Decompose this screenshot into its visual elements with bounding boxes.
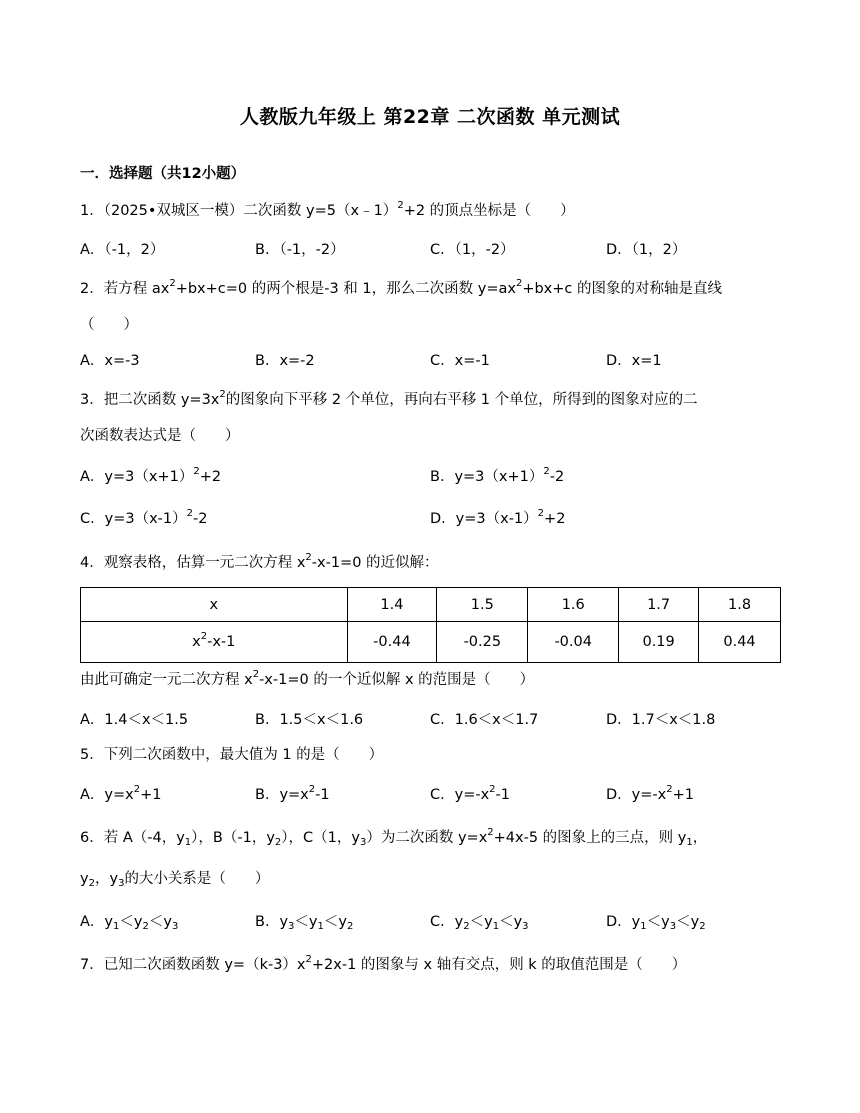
q4-option-c: C．1.6＜x＜1.7 — [430, 712, 539, 728]
table-cell: 1.4 — [347, 588, 437, 622]
question-4-line2: 由此可确定一元二次方程 $x^2-x-1=0$ 的一个近似解 x 的范围是（ ） — [80, 669, 535, 688]
table-row-header-x: x — [81, 588, 348, 622]
table-row-header-expression: $x^2-x-1$ — [81, 622, 348, 663]
table-cell: 1.6 — [528, 588, 619, 622]
question-6-line2: $y_2$，$y_3$的大小关系是（ ） — [80, 871, 270, 889]
q5-option-d: D．$y=-x^2+1$ — [606, 784, 694, 803]
q2-option-b: B．x=-2 — [255, 353, 315, 369]
table-cell: -0.44 — [347, 622, 437, 663]
question-6: 6．若 A（-4，$y_1$），B（-1，$y_2$），C（1，$y_3$）为二次函数 $y=x^2+4x-5$ 的图象上的三点，则 $y_1$， — [80, 827, 708, 848]
q6-option-d: D．$y_1<y_3<y_2$ — [606, 914, 706, 932]
question-2-line2: （ ） — [80, 317, 138, 333]
q2-option-d: D．x=1 — [606, 353, 662, 369]
values-table — [80, 587, 781, 663]
q1-option-d: D．（1，2） — [606, 242, 687, 258]
q2-option-c: C．x=-1 — [430, 353, 490, 369]
question-5: 5．下列二次函数中，最大值为 1 的是（ ） — [80, 747, 384, 763]
q6-option-a: A．$y_1<y_2<y_3$ — [80, 914, 179, 932]
q2-option-a: A．x=-3 — [80, 353, 140, 369]
table-cell: -0.25 — [437, 622, 528, 663]
table-cell: 1.5 — [437, 588, 528, 622]
question-2: 2．若方程 $ax^2+bx+c=0$ 的两个根是-3 和 1，那么二次函数 $y=ax^2+bx+c$ 的图象的对称轴是直线 — [80, 278, 722, 297]
question-4: 4．观察表格，估算一元二次方程 $x^2-x-1=0$ 的近似解： — [80, 552, 439, 571]
question-3-line2: 次函数表达式是（ ） — [80, 428, 240, 444]
question-1: 1．（2025•双城区一模）二次函数 y=5（x﹣1）$^2$+2 的顶点坐标是（ ） — [80, 200, 575, 219]
q5-option-b: B．$y=x^2-1$ — [255, 784, 330, 803]
q1-option-b: B．（-1，-2） — [255, 242, 345, 258]
page-title: 人教版九年级上 第22章 二次函数 单元测试 — [239, 106, 621, 128]
q4-option-a: A．1.4＜x＜1.5 — [80, 712, 189, 728]
q6-option-c: C．$y_2<y_1<y_3$ — [430, 914, 529, 932]
question-7: 7．已知二次函数函数 $y=(k-3)x^2+2x-1$ 的图象与 x 轴有交点，则 k 的取值范围是（ ） — [80, 954, 687, 973]
q3-option-d: D．$y=3(x-1)^2+2$ — [430, 508, 566, 527]
q5-option-a: A．$y=x^2+1$ — [80, 784, 162, 803]
table-cell: 0.44 — [699, 622, 781, 663]
section-heading: 一．选择题（共12小题） — [80, 166, 246, 182]
q3-option-b: B．$y=3(x+1)^2-2$ — [430, 466, 565, 485]
q3-option-a: A．$y=3(x+1)^2+2$ — [80, 466, 222, 485]
table-cell: -0.04 — [528, 622, 619, 663]
q1-option-c: C．（1，-2） — [430, 242, 515, 258]
q6-option-b: B．$y_3<y_1<y_2$ — [255, 914, 354, 932]
table-row — [81, 588, 781, 622]
q4-option-d: D．1.7＜x＜1.8 — [606, 712, 716, 728]
table-cell: 1.7 — [619, 588, 699, 622]
q4-option-b: B．1.5＜x＜1.6 — [255, 712, 364, 728]
table-cell: 0.19 — [619, 622, 699, 663]
q1-option-a: A．（-1，2） — [80, 242, 165, 258]
q3-option-c: C．$y=3(x-1)^2-2$ — [80, 508, 208, 527]
table-row — [81, 622, 781, 663]
q5-option-c: C．$y=-x^2-1$ — [430, 784, 511, 803]
table-cell: 1.8 — [699, 588, 781, 622]
question-3: 3．把二次函数 $y=3x^2$的图象向下平移 2 个单位，再向右平移 1 个单位，所得到的图象对应的二 — [80, 389, 698, 408]
